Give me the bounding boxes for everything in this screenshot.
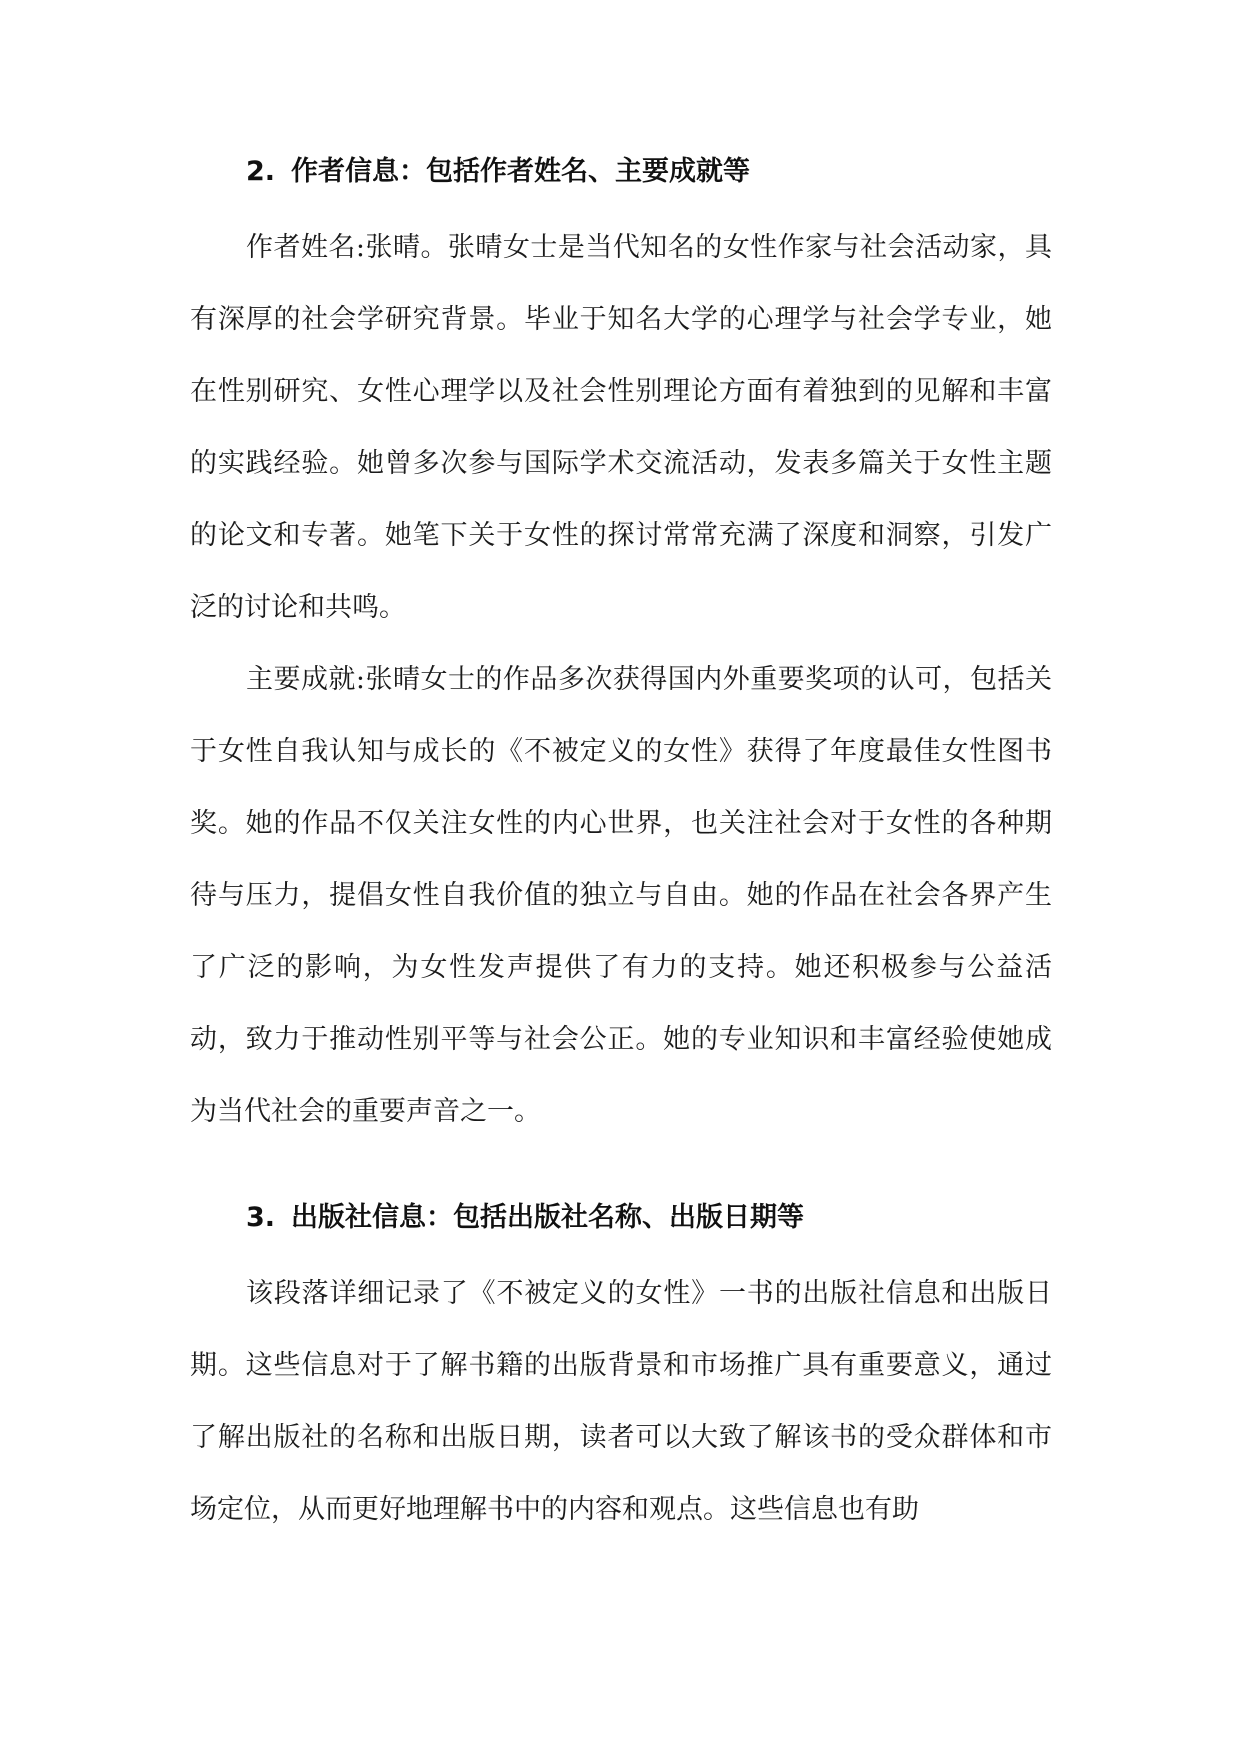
spacer: [190, 1148, 1052, 1188]
spacer: [190, 1248, 1052, 1258]
section-heading-publisher-info: [190, 1188, 1052, 1248]
spacer: [190, 202, 1052, 212]
paragraph-main-achievements: 主要成就:张晴女士的作品多次获得国内外重要奖项的认可，包括关于女性自我认知与成长的《不被定义的女性》获得了年度最佳女性图书奖。她的作品不仅关注女性的内心世界，也关注社会对于女性的各种期待与压力，提倡女性自我价值的独立与自由。她的作品在社会各界产生了广泛的影响，为女性发声提供了有力的支持。她还积极参与公益活动，致力于推动性别平等与社会公正。她的专业知识和丰富经验使她成为当代社会的重要声音之一。: [190, 664, 1052, 1127]
paragraph-publisher-details: 该段落详细记录了《不被定义的女性》一书的出版社信息和出版日期。这些信息对于了解书籍的出版背景和市场推广具有重要意义，通过了解出版社的名称和出版日期，读者可以大致了解该书的受众群体和市场定位，从而更好地理解书中的内容和观点。这些信息也有助: [190, 1278, 1052, 1525]
page-content: [190, 142, 1052, 1546]
paragraph-author-name: 作者姓名:张晴。张晴女士是当代知名的女性作家与社会活动家，具有深厚的社会学研究背景。毕业于知名大学的心理学与社会学专业，她在性别研究、女性心理学以及社会性别理论方面有着独到的见解和丰富的实践经验。她曾多次参与国际学术交流活动，发表多篇关于女性主题的论文和专著。她笔下关于女性的探讨常常充满了深度和洞察，引发广泛的讨论和共鸣。: [190, 232, 1052, 623]
section-title: 作者信息：包括作者姓名、主要成就等: [291, 156, 751, 187]
section-heading-author-info: [190, 142, 1052, 202]
section-number: 3.: [246, 1202, 276, 1233]
section-number: 2.: [246, 156, 276, 187]
section-title: 出版社信息：包括出版社名称、出版日期等: [291, 1202, 805, 1233]
